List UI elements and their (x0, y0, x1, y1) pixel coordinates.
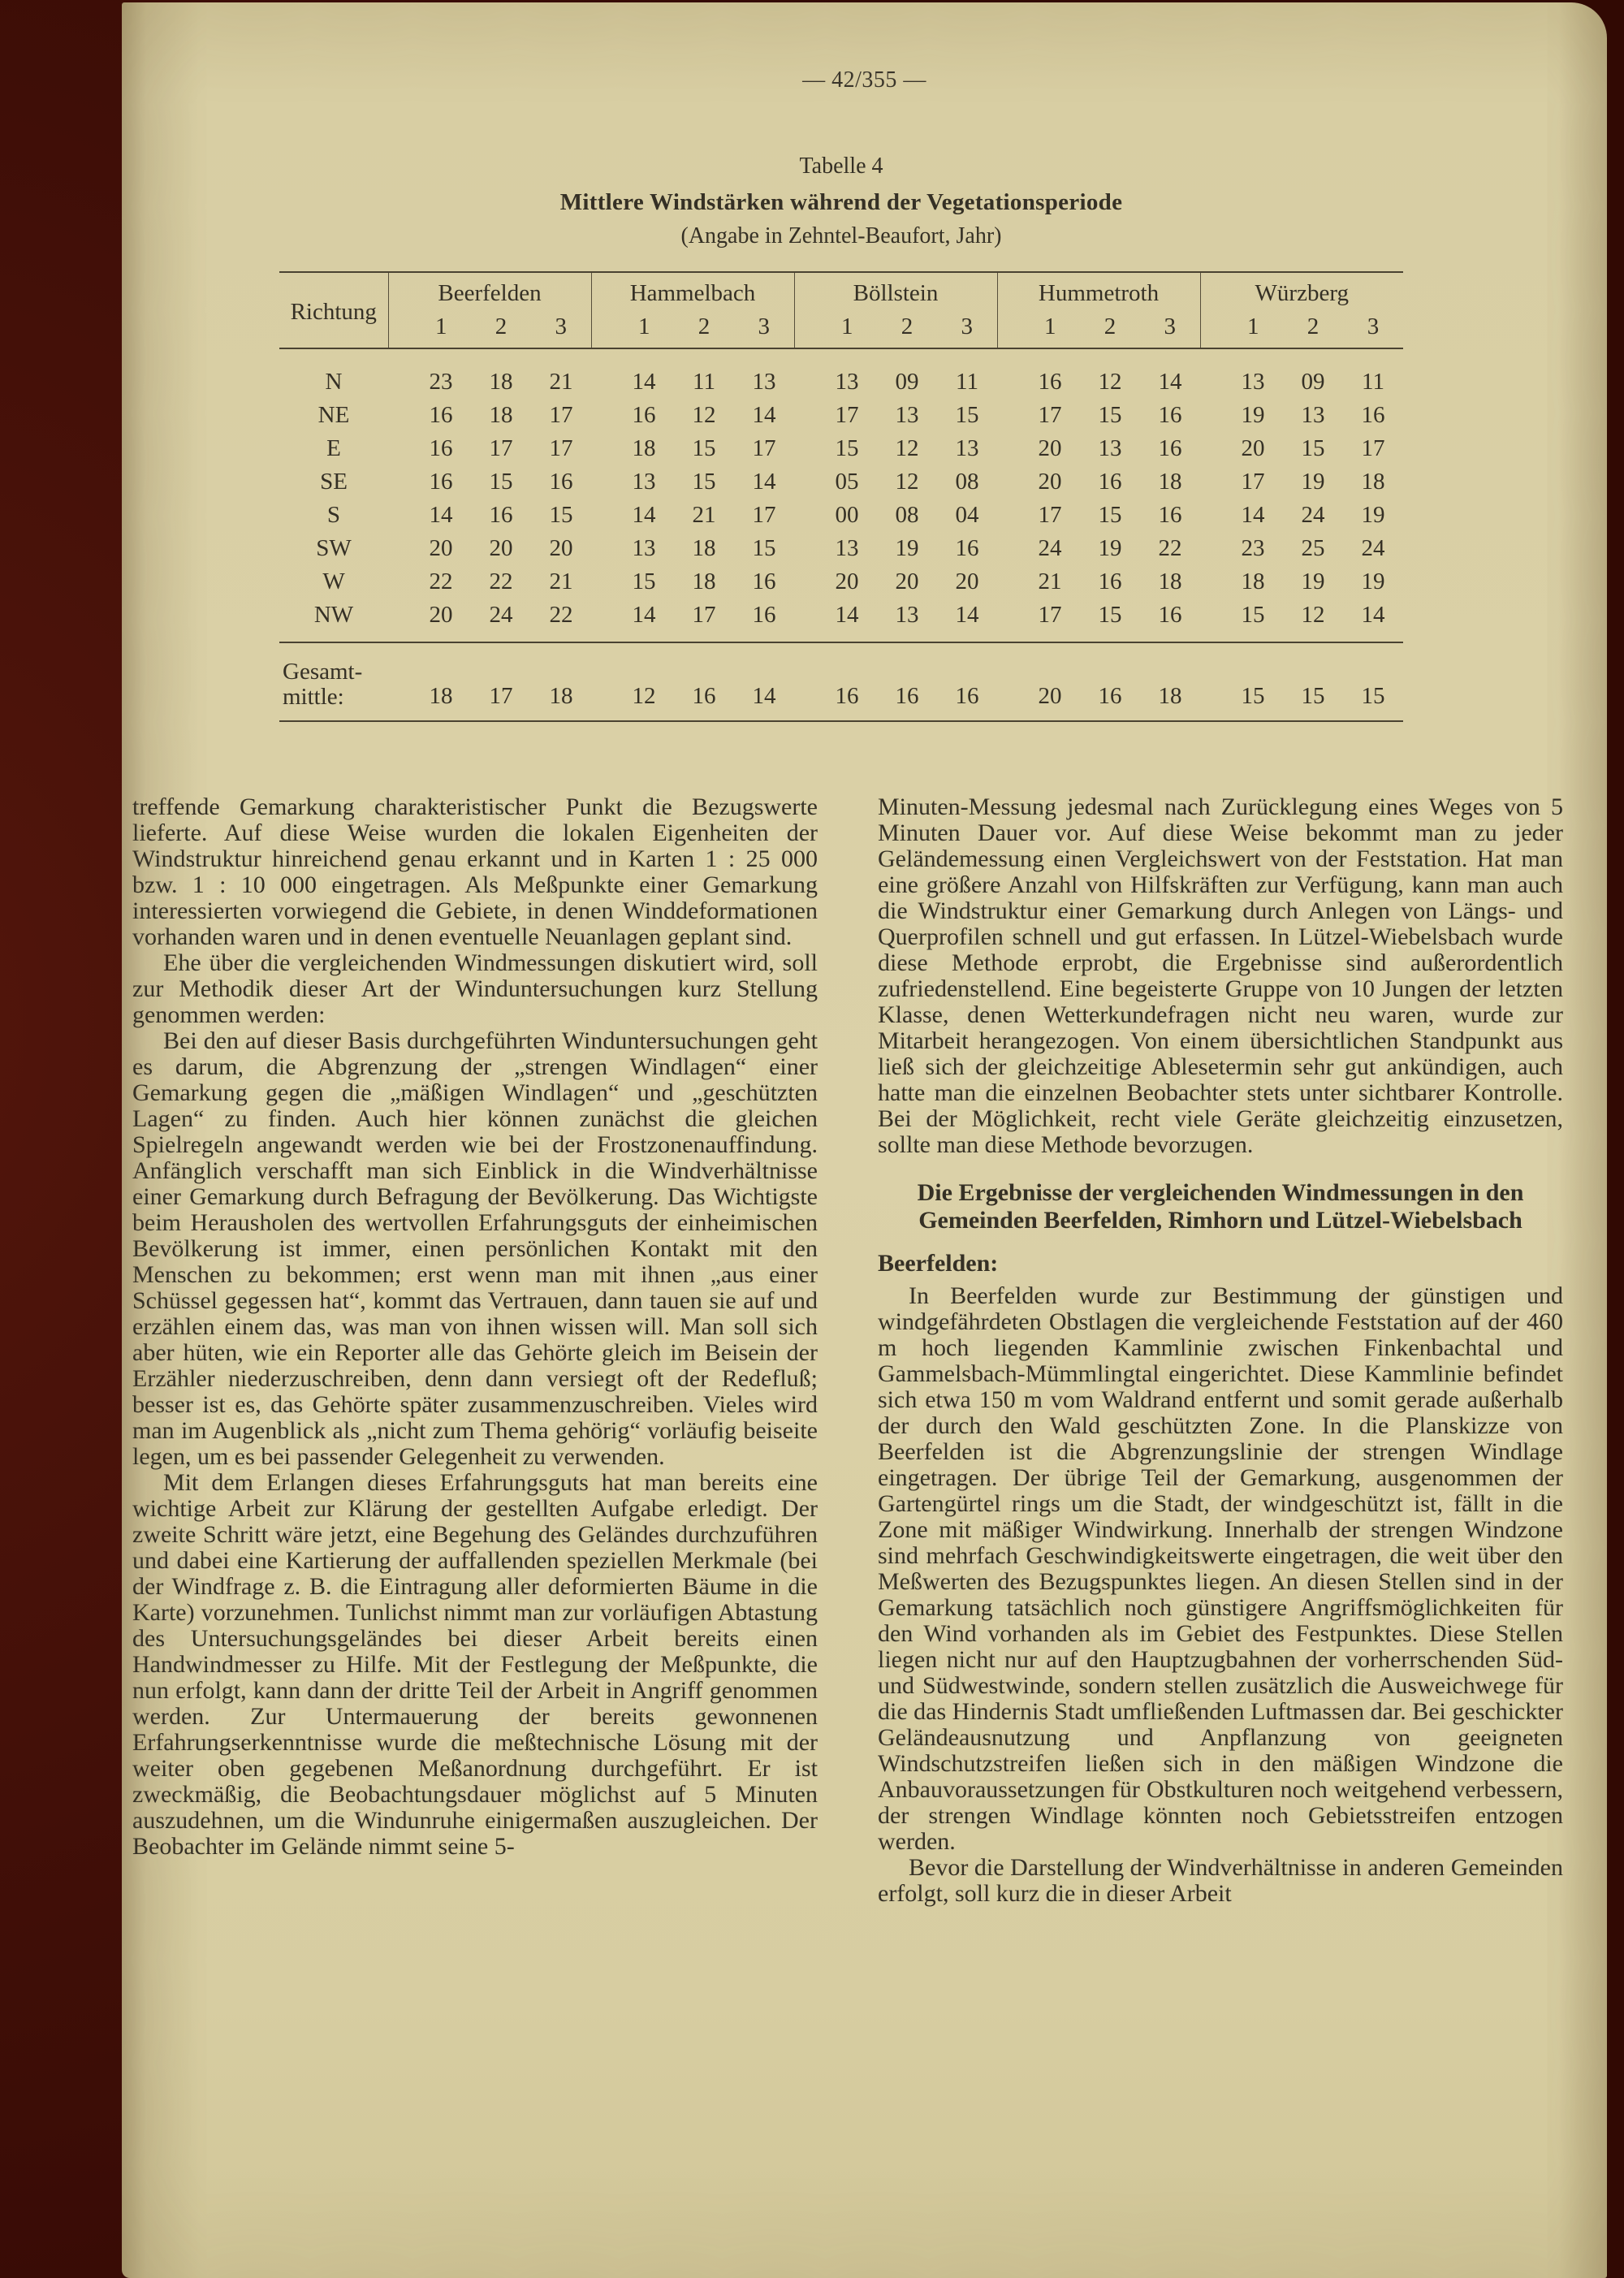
section-heading: Die Ergebnisse der vergleichenden Windmessungen in den Gemeinden Beerfelden, Rimhorn und Lützel-Wiebelsbach (917, 1179, 1524, 1234)
value-cell: 15 (1200, 599, 1283, 642)
subcolumn-header: 1 (388, 310, 471, 348)
value-cell: 19 (1241, 402, 1265, 428)
value-cell: 20 (489, 535, 513, 561)
total-value-cell: 15 (1200, 642, 1283, 721)
subcolumn-header: 2 (1283, 310, 1343, 348)
total-value-cell: 17 (471, 642, 531, 721)
value-cell: 13 (632, 469, 656, 495)
value-cell: 20 (429, 535, 453, 561)
value-cell: 05 (835, 469, 859, 495)
subcolumn-header: 3 (734, 310, 794, 348)
column-group-header: Hummetroth (997, 272, 1200, 310)
value-cell: 12 (1283, 599, 1343, 642)
value-cell: 11 (1362, 369, 1384, 395)
value-cell: 15 (549, 502, 573, 528)
value-cell: 22 (1158, 535, 1182, 561)
column-group-header: Würzberg (1200, 272, 1403, 310)
paragraph: Mit dem Erlangen dieses Erfahrungsguts hat man bereits eine wichtige Arbeit zur Klärung der gestellten Aufgabe erledigt. Der zweite Schritt wäre jetzt, eine Begehung des Geländes durchzuführen und dabei eine Kartierung der auffallenden speziellen Merkmale (bei der Windfrage z. B. die Eintragung aller deformierten Bäume in die Karte) vorzunehmen. Tunlichst nimmt man zur vorläufigen Abtastung des Untersuchungsgeländes bei dieser Arbeit bereits einen Handwindmesser zu Hilfe. Mit der Festlegung der Meßpunkte, die nun erfolgt, kann dann der dritte Teil der Arbeit in Angriff genommen werden. Zur Untermauerung der bereits gewonnenen Erfahrungserkenntnisse wurde die meßtechnische Lösung mit der weiter oben gegebenen Meßanordnung durchgeführt. Er ist zweckmäßig, die Beobachtungsdauer möglichst auf 5 Minuten auszudehnen, um die Windunruhe einigermaßen auszugleichen. Der Beobachter im Gelände nimmt seine 5- (132, 1469, 818, 1860)
value-cell: 13 (877, 599, 937, 642)
value-cell: 11 (693, 369, 715, 395)
subcolumn-header: 1 (1200, 310, 1283, 348)
value-cell: 22 (531, 599, 591, 642)
text-column-right (878, 794, 1563, 1907)
value-cell: 18 (1158, 568, 1182, 594)
paragraph: Bei den auf dieser Basis durchgeführten Winduntersuchungen geht es darum, die Abgrenzung der „strengen Windlagen“ einer Gemarkung gegen die „mäßigen Windlagen“ und „geschützten Lagen“ zu finden. Auch hier können zunächst die gleichen Spielregeln angewandt werden wie bei der Frostzonenauffindung. Anfänglich verschafft man sich Einblick in die Windverhältnisse einer Gemarkung durch Befragung der Bevölkerung. Das Wichtigste beim Herausholen des wertvollen Erfahrungsguts der einheimischen Bevölkerung ist immer, einen persönlichen Kontakt mit den Menschen zu bekommen; erst wenn man mit ihnen „aus einer Schüssel gegessen hat“, kommt das Vertrauen, dann tauen sie auf und erzählen einem das, was man von ihnen wissen will. Man soll sich aber hüten, wie ein Reporter alle das Gehörte gleich im Beisein der Erzähler niederzuschreiben, denn dann versiegt oft der Redefluß; besser ist es, das Gehörte später zusammenzuschreiben. Vieles wird man im Augenblick als „nicht zum Thema gehörig“ vorläufig beiseite legen, um es bei passender Gelegenheit zu verwenden. (132, 1027, 818, 1470)
value-cell: 24 (1361, 535, 1385, 561)
column-group-header: Beerfelden (388, 272, 591, 310)
value-cell: 16 (1098, 568, 1122, 594)
value-cell: 17 (549, 435, 573, 461)
value-cell: 20 (1038, 469, 1062, 495)
direction-cell: NW (279, 599, 388, 642)
table-caption: Tabelle 4 (799, 153, 883, 179)
value-cell: 24 (1301, 502, 1325, 528)
value-cell: 13 (632, 535, 656, 561)
paragraph: Bevor die Darstellung der Windverhältnisse in anderen Gemeinden erfolgt, soll kurz die in dieser Arbeit (878, 1854, 1563, 1907)
value-cell: 00 (835, 502, 859, 528)
subcolumn-header: 1 (591, 310, 674, 348)
direction-cell: SW (316, 535, 352, 561)
total-value-cell: 16 (877, 642, 937, 721)
value-cell: 20 (955, 568, 979, 594)
value-cell: 12 (1098, 369, 1122, 395)
value-cell: 17 (997, 599, 1080, 642)
value-cell: 13 (1098, 435, 1122, 461)
value-cell: 20 (835, 568, 859, 594)
value-cell: 15 (1080, 599, 1140, 642)
value-cell: 14 (1241, 502, 1265, 528)
paragraph: Minuten-Messung jedesmal nach Zurücklegung eines Weges von 5 Minuten Dauer vor. Auf diese Weise bekommt man zu jeder Geländemessung einen Vergleichswert von der Feststation. Hat man eine größere Anzahl von Hilfskräften zur Verfügung, kann man auch die Windstruktur einer Gemarkung durch Anlegen von Längs- und Querprofilen schnell und gut erfassen. In Lützel-Wiebelsbach wurde diese Methode erprobt, die Ergebnisse sind außerordentlich zufriedenstellend. Eine begeisterte Gruppe von 10 Jungen der letzten Klasse, denen Wetterkundefragen nicht neu waren, wurde zur Mitarbeit herangezogen. Von einem übersichtlichen Standpunkt aus ließ sich der gleichzeitige Ablesetermin sehr gut ankündigen, auch hatte man die einzelnen Beobachter stets unter sichtbarer Kontrolle. Bei der Möglichkeit, recht viele Geräte gleichzeitig einzusetzen, sollte man diese Methode bevorzugen. (878, 793, 1563, 1158)
total-value-cell: 15 (1283, 642, 1343, 721)
value-cell: 18 (692, 535, 716, 561)
subcolumn-header: 2 (1080, 310, 1140, 348)
value-cell: 23 (1241, 535, 1265, 561)
table-row (279, 532, 1403, 565)
value-cell: 15 (1098, 402, 1122, 428)
value-cell: 17 (1038, 502, 1062, 528)
value-cell: 21 (549, 568, 573, 594)
value-cell: 13 (1301, 402, 1325, 428)
value-cell: 14 (794, 599, 877, 642)
table-row (279, 465, 1403, 499)
value-cell: 23 (429, 369, 453, 395)
total-value-cell: 14 (734, 642, 794, 721)
paragraph-heading: Beerfelden: (878, 1250, 999, 1277)
value-cell: 16 (955, 535, 979, 561)
value-cell: 24 (471, 599, 531, 642)
value-cell: 17 (835, 402, 859, 428)
value-cell: 11 (956, 369, 978, 395)
subcolumn-header: 3 (937, 310, 997, 348)
direction-cell: N (325, 369, 343, 395)
value-cell: 13 (835, 369, 859, 395)
value-cell: 13 (955, 435, 979, 461)
value-cell: 16 (1361, 402, 1385, 428)
value-cell: 12 (895, 435, 919, 461)
subcolumn-header: 3 (1343, 310, 1403, 348)
value-cell: 16 (429, 402, 453, 428)
paragraph: treffende Gemarkung charakteristischer Punkt die Bezugswerte lieferte. Auf diese Weise wurden die lokalen Eigenheiten der Windstruktur hinreichend genau erkannt und in Karten 1 : 25 000 bzw. 1 : 10 000 eingetragen. Als Meßpunkte einer Gemarkung interessierten vorwiegend die Gebiete, in denen Winddeformationen vorhanden waren und in denen eventuelle Neuanlagen geplant sind. (132, 793, 818, 950)
subcolumn-header: 2 (877, 310, 937, 348)
total-row (279, 642, 1403, 721)
value-cell: 09 (1301, 369, 1325, 395)
value-cell: 15 (835, 435, 859, 461)
direction-cell: SE (320, 469, 348, 495)
value-cell: 16 (1140, 599, 1200, 642)
value-cell: 18 (489, 369, 513, 395)
value-cell: 21 (549, 369, 573, 395)
value-cell: 15 (632, 568, 656, 594)
column-group-header: Hammelbach (591, 272, 794, 310)
value-cell: 14 (632, 502, 656, 528)
table-row (279, 348, 1403, 399)
value-cell: 17 (1241, 469, 1265, 495)
value-cell: 20 (895, 568, 919, 594)
value-cell: 18 (489, 402, 513, 428)
value-cell: 16 (752, 568, 776, 594)
value-cell: 16 (1158, 402, 1182, 428)
value-cell: 16 (734, 599, 794, 642)
value-cell: 17 (674, 599, 734, 642)
value-cell: 17 (1361, 435, 1385, 461)
table-row (279, 399, 1403, 432)
total-value-cell: 20 (997, 642, 1080, 721)
total-value-cell: 18 (531, 642, 591, 721)
value-cell: 16 (632, 402, 656, 428)
direction-cell: S (326, 502, 341, 528)
table-row (279, 599, 1403, 642)
value-cell: 16 (429, 435, 453, 461)
value-cell: 17 (489, 435, 513, 461)
total-value-cell: 16 (794, 642, 877, 721)
direction-cell: NE (317, 402, 350, 428)
value-cell: 18 (632, 435, 656, 461)
value-cell: 15 (752, 535, 776, 561)
value-cell: 19 (895, 535, 919, 561)
value-cell: 17 (549, 402, 573, 428)
value-cell: 15 (1301, 435, 1325, 461)
value-cell: 15 (692, 435, 716, 461)
value-cell: 20 (549, 535, 573, 561)
value-cell: 15 (955, 402, 979, 428)
table-row (279, 432, 1403, 465)
value-cell: 15 (1098, 502, 1122, 528)
column-header-richtung: Richtung (279, 272, 388, 348)
total-value-cell: 18 (1140, 642, 1200, 721)
value-cell: 20 (1241, 435, 1265, 461)
table-block (277, 153, 1406, 722)
value-cell: 21 (692, 502, 716, 528)
value-cell: 08 (955, 469, 979, 495)
value-cell: 15 (489, 469, 513, 495)
subcolumn-header: 1 (794, 310, 877, 348)
value-cell: 14 (752, 402, 776, 428)
value-cell: 16 (489, 502, 513, 528)
total-value-cell: 15 (1343, 642, 1403, 721)
value-cell: 04 (955, 502, 979, 528)
value-cell: 16 (1158, 502, 1182, 528)
value-cell: 14 (1343, 599, 1403, 642)
value-cell: 14 (752, 469, 776, 495)
value-cell: 09 (895, 369, 919, 395)
value-cell: 18 (1361, 469, 1385, 495)
wind-table (279, 271, 1403, 722)
value-cell: 14 (937, 599, 997, 642)
body-columns (132, 794, 1563, 1907)
subcolumn-header: 2 (674, 310, 734, 348)
value-cell: 21 (1038, 568, 1062, 594)
value-cell: 08 (895, 502, 919, 528)
value-cell: 20 (1038, 435, 1062, 461)
direction-cell: W (322, 568, 345, 594)
column-group-header: Böllstein (794, 272, 997, 310)
value-cell: 19 (1361, 568, 1385, 594)
value-cell: 18 (1158, 469, 1182, 495)
value-cell: 13 (895, 402, 919, 428)
value-cell: 20 (388, 599, 471, 642)
value-cell: 16 (1038, 369, 1062, 395)
value-cell: 17 (752, 502, 776, 528)
value-cell: 18 (1241, 568, 1265, 594)
table-title: Mittlere Windstärken während der Vegetationsperiode (559, 189, 1123, 215)
subcolumn-header: 3 (1140, 310, 1200, 348)
total-value-cell: 16 (937, 642, 997, 721)
value-cell: 16 (429, 469, 453, 495)
value-cell: 16 (1098, 469, 1122, 495)
value-cell: 12 (895, 469, 919, 495)
table-subtitle: (Angabe in Zehntel-Beaufort, Jahr) (680, 223, 1002, 249)
value-cell: 16 (549, 469, 573, 495)
total-value-cell: 18 (388, 642, 471, 721)
document-page (122, 2, 1607, 2278)
paragraph: In Beerfelden wurde zur Bestimmung der günstigen und windgefährdeten Obstlagen die vergleichende Feststation auf der 460 m hoch liegenden Kammlinie zwischen Finkenbachtal und Gammelsbach-Mümmlingtal eingerichtet. Diese Kammlinie befindet sich etwa 150 m vom Waldrand entfernt und somit gerade außerhalb der durch den Wald geschützten Zone. In die Planskizze von Beerfelden ist die Abgrenzungslinie der strengen Windlage eingetragen. Der übrige Teil der Gemarkung, ausgenommen der Gartengürtel rings um die Stadt, der windgeschützt ist, fällt in die Zone mit mäßiger Windwirkung. Innerhalb der strengen Windzone sind mehrfach Geschwindigkeitswerte eingetragen, die weit über den Meßwerten des Bezugspunktes liegen. An diesen Stellen sind in der Gemarkung tatsächlich noch günstigere Angriffsmöglichkeiten für den Wind vorhanden als im Gebiet des Festpunktes. Diese Stellen liegen nicht nur auf den Hauptzugbahnen der vorherrschenden Süd- und Südwestwinde, sondern stellen zusätzlich die Ausweichwege für die das Hindernis Stadt umfließenden Luftmassen dar. Bei geschickter Geländeausnutzung und Anpflanzung von geeigneten Windschutzstreifen ließen sich in den mäßigen Windzone die Anbauvoraussetzungen für Obstkulturen noch weitgehend verbessern, der strengen Windlage könnten noch Gebietsstreifen entzogen werden. (878, 1282, 1563, 1855)
value-cell: 22 (429, 568, 453, 594)
value-cell: 15 (692, 469, 716, 495)
value-cell: 19 (1301, 568, 1325, 594)
value-cell: 24 (1038, 535, 1062, 561)
value-cell: 17 (752, 435, 776, 461)
value-cell: 25 (1301, 535, 1325, 561)
subcolumn-header: 1 (997, 310, 1080, 348)
table-row (279, 565, 1403, 599)
subcolumn-header: 2 (471, 310, 531, 348)
table-row (279, 499, 1403, 532)
value-cell: 13 (1241, 369, 1265, 395)
value-cell: 14 (591, 599, 674, 642)
value-cell: 14 (1158, 369, 1182, 395)
value-cell: 13 (752, 369, 776, 395)
total-value-cell: 16 (1080, 642, 1140, 721)
value-cell: 13 (835, 535, 859, 561)
value-cell: 19 (1361, 502, 1385, 528)
paragraph: Ehe über die vergleichenden Windmessungen diskutiert wird, soll zur Methodik dieser Art der Winduntersuchungen kurz Stellung genommen werden: (132, 949, 818, 1028)
value-cell: 22 (489, 568, 513, 594)
value-cell: 16 (1158, 435, 1182, 461)
subcolumn-header: 3 (531, 310, 591, 348)
page-number: — 42/355 — (802, 67, 926, 93)
total-value-cell: 16 (674, 642, 734, 721)
value-cell: 12 (692, 402, 716, 428)
value-cell: 19 (1301, 469, 1325, 495)
value-cell: 17 (1038, 402, 1062, 428)
value-cell: 19 (1098, 535, 1122, 561)
text-column-left (132, 794, 818, 1907)
value-cell: 14 (429, 502, 453, 528)
total-value-cell: 12 (591, 642, 674, 721)
value-cell: 14 (632, 369, 656, 395)
value-cell: 18 (692, 568, 716, 594)
total-label: Gesamt- mittle: (279, 642, 388, 721)
direction-cell: E (326, 435, 341, 461)
